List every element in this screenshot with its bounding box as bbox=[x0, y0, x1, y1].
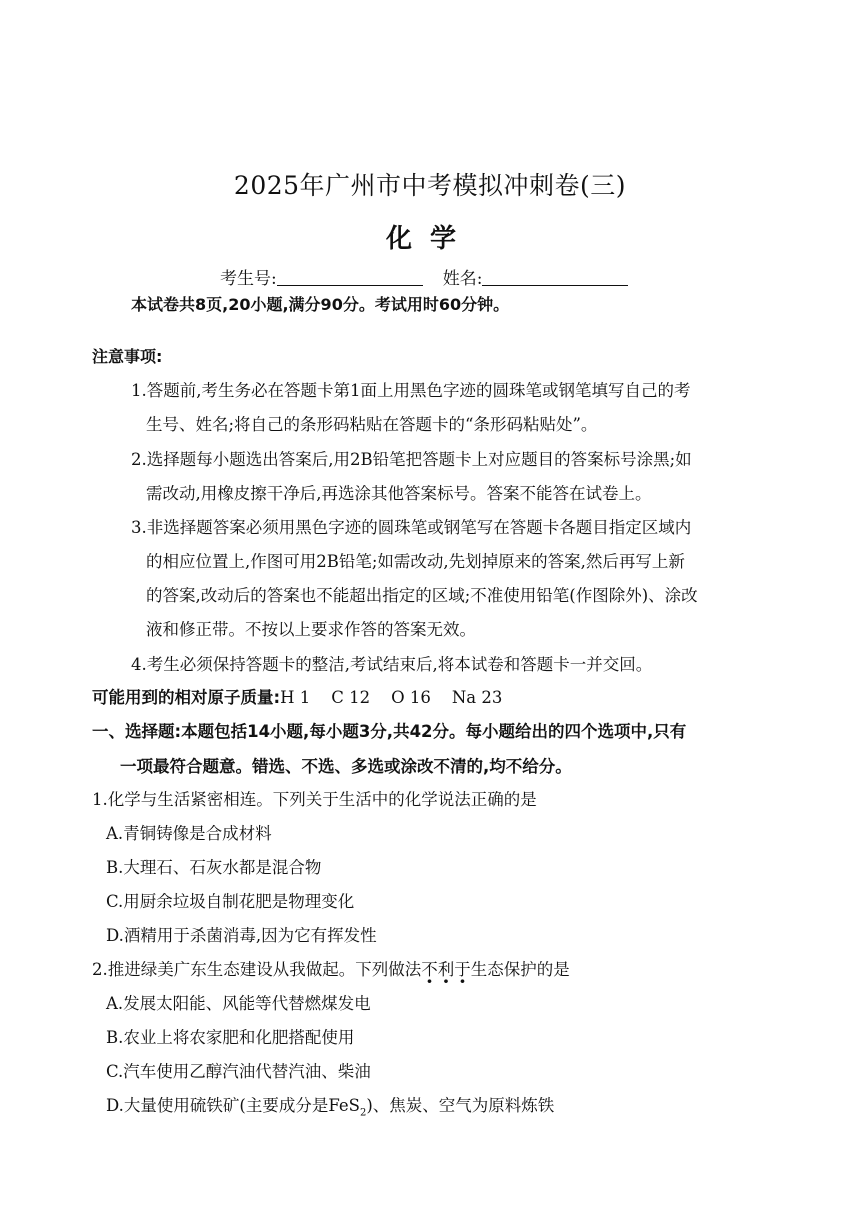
notice-line: 2.选择题每小题选出答案后,用2B铅笔把答题卡上对应题目的答案标号涂黑;如 bbox=[131, 450, 692, 469]
question-2-stem bbox=[92, 960, 570, 980]
section1-heading: 一、选择题:本题包括14小题,每小题3分,共42分。每小题给出的四个选项中,只有 bbox=[92, 722, 687, 741]
name-label: 姓名: bbox=[442, 269, 483, 289]
question-1-option-b: B.大理石、石灰水都是混合物 bbox=[106, 858, 322, 877]
question-2-stem-text: 2.推进绿美广东生态建设从我做起。下列做法 bbox=[92, 960, 422, 979]
emphasis-char: 于 bbox=[454, 960, 471, 979]
exam-number-blank bbox=[277, 269, 423, 286]
notice-line: 3.非选择题答案必须用黑色字迹的圆珠笔或钢笔写在答题卡各题目指定区域内 bbox=[131, 518, 692, 537]
question-2-stem-text: 生态保护的是 bbox=[470, 960, 570, 979]
emphasis-char: 不 bbox=[421, 960, 438, 979]
atomic-mass-line bbox=[92, 688, 502, 708]
emphasis-char: 利 bbox=[437, 960, 455, 979]
question-1-option-d: D.酒精用于杀菌消毒,因为它有挥发性 bbox=[106, 926, 377, 945]
notice-heading: 注意事项: bbox=[92, 347, 163, 366]
notice-line: 1.答题前,考生务必在答题卡第1面上用黑色字迹的圆珠笔或钢笔填写自己的考 bbox=[131, 381, 691, 400]
option-d-text: )、焦炭、空气为原料炼铁 bbox=[366, 1096, 555, 1115]
subscript: 2 bbox=[359, 1107, 367, 1119]
exam-info: 本试卷共8页,20小题,满分90分。考试用时60分钟。 bbox=[131, 295, 510, 314]
notice-line: 生号、姓名;将自己的条形码粘贴在答题卡的“条形码粘贴处”。 bbox=[146, 415, 598, 434]
name-blank bbox=[482, 269, 628, 286]
notice-line: 需改动,用橡皮擦干净后,再选涂其他答案标号。答案不能答在试卷上。 bbox=[146, 484, 652, 503]
atomic-mass-label: 可能用到的相对原子质量: bbox=[92, 688, 281, 707]
question-2-option-d bbox=[106, 1096, 554, 1123]
question-1-option-a: A.青铜铸像是合成材料 bbox=[106, 824, 272, 843]
question-2-option-b: B.农业上将农家肥和化肥搭配使用 bbox=[106, 1028, 355, 1047]
question-2-option-a: A.发展太阳能、风能等代替燃煤发电 bbox=[106, 994, 371, 1013]
candidate-info-row bbox=[220, 264, 628, 289]
exam-number-label: 考生号: bbox=[220, 269, 277, 289]
subject-title: 化学 bbox=[385, 224, 474, 254]
notice-line: 液和修正带。不按以上要求作答的答案无效。 bbox=[146, 620, 476, 639]
section1-instructions: 一项最符合题意。错选、不选、多选或涂改不清的,均不给分。 bbox=[120, 757, 572, 776]
notice-line: 的相应位置上,作图可用2B铅笔;如需改动,先划掉原来的答案,然后再写上新 bbox=[146, 552, 685, 571]
question-1-stem: 1.化学与生活紧密相连。下列关于生活中的化学说法正确的是 bbox=[92, 790, 537, 809]
question-2-option-c: C.汽车使用乙醇汽油代替汽油、柴油 bbox=[106, 1062, 371, 1081]
atomic-mass-values: H 1 C 12 O 16 Na 23 bbox=[280, 688, 503, 707]
option-d-text: D.大量使用硫铁矿(主要成分是FeS bbox=[106, 1096, 360, 1115]
exam-title: 2025年广州市中考模拟冲刺卷(三) bbox=[233, 171, 627, 200]
notice-line: 的答案,改动后的答案也不能超出指定的区域;不准使用铅笔(作图除外)、涂改 bbox=[146, 586, 698, 605]
notice-line: 4.考生必须保持答题卡的整洁,考试结束后,将本试卷和答题卡一并交回。 bbox=[131, 655, 653, 674]
question-1-option-c: C.用厨余垃圾自制花肥是物理变化 bbox=[106, 892, 355, 911]
